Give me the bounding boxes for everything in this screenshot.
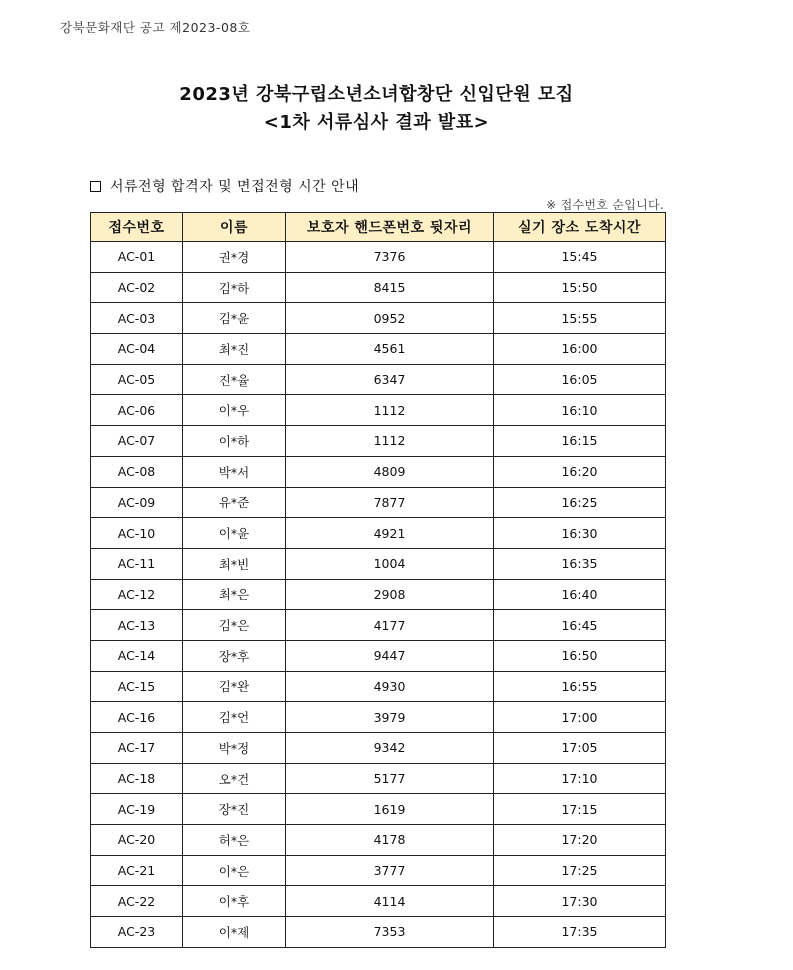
- cell-name: 김*윤: [183, 303, 286, 334]
- header-name: 이름: [183, 213, 286, 242]
- order-note: ※ 접수번호 순입니다.: [546, 198, 664, 212]
- section-heading-row: [90, 176, 359, 196]
- cell-application-number: AC-21: [91, 855, 183, 886]
- cell-name: 박*서: [183, 456, 286, 487]
- table-row: [91, 303, 666, 334]
- cell-phone-last-digits: 9342: [286, 733, 494, 764]
- cell-arrival-time: 17:35: [494, 917, 666, 948]
- cell-application-number: AC-20: [91, 825, 183, 856]
- cell-name: 김*언: [183, 702, 286, 733]
- table-row: [91, 763, 666, 794]
- cell-arrival-time: 17:25: [494, 855, 666, 886]
- table-row: [91, 334, 666, 365]
- table-row: [91, 364, 666, 395]
- cell-arrival-time: 16:40: [494, 579, 666, 610]
- cell-phone-last-digits: 4114: [286, 886, 494, 917]
- cell-arrival-time: 16:55: [494, 671, 666, 702]
- cell-phone-last-digits: 8415: [286, 272, 494, 303]
- cell-name: 권*경: [183, 242, 286, 273]
- cell-name: 유*준: [183, 487, 286, 518]
- cell-name: 이*은: [183, 855, 286, 886]
- cell-application-number: AC-01: [91, 242, 183, 273]
- cell-phone-last-digits: 4178: [286, 825, 494, 856]
- cell-arrival-time: 16:45: [494, 610, 666, 641]
- cell-application-number: AC-23: [91, 917, 183, 948]
- cell-arrival-time: 15:45: [494, 242, 666, 273]
- cell-arrival-time: 16:05: [494, 364, 666, 395]
- cell-phone-last-digits: 4809: [286, 456, 494, 487]
- cell-name: 최*진: [183, 334, 286, 365]
- cell-application-number: AC-09: [91, 487, 183, 518]
- table-row: [91, 518, 666, 549]
- cell-application-number: AC-10: [91, 518, 183, 549]
- cell-application-number: AC-15: [91, 671, 183, 702]
- cell-name: 진*율: [183, 364, 286, 395]
- table-row: [91, 426, 666, 457]
- cell-phone-last-digits: 4177: [286, 610, 494, 641]
- cell-name: 최*은: [183, 579, 286, 610]
- cell-arrival-time: 17:30: [494, 886, 666, 917]
- cell-name: 이*윤: [183, 518, 286, 549]
- cell-phone-last-digits: 1112: [286, 395, 494, 426]
- table-row: [91, 456, 666, 487]
- cell-name: 이*하: [183, 426, 286, 457]
- section-heading: 서류전형 합격자 및 면접전형 시간 안내: [110, 179, 360, 195]
- cell-arrival-time: 16:20: [494, 456, 666, 487]
- table-row: [91, 487, 666, 518]
- cell-application-number: AC-02: [91, 272, 183, 303]
- header-arrival-time: 실기 장소 도착시간: [494, 213, 666, 242]
- cell-application-number: AC-17: [91, 733, 183, 764]
- cell-phone-last-digits: 5177: [286, 763, 494, 794]
- cell-phone-last-digits: 0952: [286, 303, 494, 334]
- table-row: [91, 886, 666, 917]
- cell-application-number: AC-08: [91, 456, 183, 487]
- cell-name: 장*후: [183, 640, 286, 671]
- cell-phone-last-digits: 7353: [286, 917, 494, 948]
- table-row: [91, 733, 666, 764]
- cell-arrival-time: 16:25: [494, 487, 666, 518]
- cell-arrival-time: 17:00: [494, 702, 666, 733]
- cell-arrival-time: 16:30: [494, 518, 666, 549]
- page-title-line2: <1차 서류심사 결과 발표>: [263, 112, 490, 133]
- cell-phone-last-digits: 1004: [286, 548, 494, 579]
- cell-name: 이*우: [183, 395, 286, 426]
- cell-phone-last-digits: 4921: [286, 518, 494, 549]
- cell-arrival-time: 16:35: [494, 548, 666, 579]
- cell-name: 박*정: [183, 733, 286, 764]
- cell-name: 오*건: [183, 763, 286, 794]
- cell-arrival-time: 16:15: [494, 426, 666, 457]
- cell-application-number: AC-11: [91, 548, 183, 579]
- cell-phone-last-digits: 2908: [286, 579, 494, 610]
- header-guardian-phone-last-digits: 보호자 핸드폰번호 뒷자리: [286, 213, 494, 242]
- cell-arrival-time: 15:55: [494, 303, 666, 334]
- table-row: [91, 640, 666, 671]
- cell-application-number: AC-19: [91, 794, 183, 825]
- cell-application-number: AC-12: [91, 579, 183, 610]
- cell-arrival-time: 17:20: [494, 825, 666, 856]
- cell-name: 이*제: [183, 917, 286, 948]
- table-row: [91, 395, 666, 426]
- cell-application-number: AC-05: [91, 364, 183, 395]
- cell-arrival-time: 17:15: [494, 794, 666, 825]
- cell-phone-last-digits: 4930: [286, 671, 494, 702]
- table-row: [91, 579, 666, 610]
- page-title-line1: 2023년 강북구립소년소녀합창단 신입단원 모집: [179, 84, 574, 105]
- cell-application-number: AC-22: [91, 886, 183, 917]
- table-row: [91, 825, 666, 856]
- cell-phone-last-digits: 3777: [286, 855, 494, 886]
- cell-name: 최*빈: [183, 548, 286, 579]
- cell-arrival-time: 16:00: [494, 334, 666, 365]
- table-row: [91, 794, 666, 825]
- checkbox-icon: [90, 181, 101, 192]
- cell-phone-last-digits: 7376: [286, 242, 494, 273]
- cell-application-number: AC-16: [91, 702, 183, 733]
- cell-arrival-time: 16:10: [494, 395, 666, 426]
- results-table: [90, 212, 666, 948]
- table-row: [91, 242, 666, 273]
- cell-name: 허*은: [183, 825, 286, 856]
- header-application-number: 접수번호: [91, 213, 183, 242]
- table-row: [91, 702, 666, 733]
- notice-number: 강북문화재단 공고 제2023-08호: [60, 20, 251, 35]
- cell-phone-last-digits: 4561: [286, 334, 494, 365]
- table-row: [91, 917, 666, 948]
- cell-name: 김*은: [183, 610, 286, 641]
- cell-name: 김*완: [183, 671, 286, 702]
- cell-application-number: AC-06: [91, 395, 183, 426]
- cell-name: 장*진: [183, 794, 286, 825]
- cell-application-number: AC-13: [91, 610, 183, 641]
- cell-application-number: AC-03: [91, 303, 183, 334]
- cell-arrival-time: 17:10: [494, 763, 666, 794]
- cell-phone-last-digits: 9447: [286, 640, 494, 671]
- table-row: [91, 272, 666, 303]
- cell-phone-last-digits: 1112: [286, 426, 494, 457]
- cell-application-number: AC-14: [91, 640, 183, 671]
- cell-phone-last-digits: 7877: [286, 487, 494, 518]
- cell-application-number: AC-04: [91, 334, 183, 365]
- table-row: [91, 671, 666, 702]
- cell-arrival-time: 16:50: [494, 640, 666, 671]
- table-row: [91, 548, 666, 579]
- cell-arrival-time: 15:50: [494, 272, 666, 303]
- cell-phone-last-digits: 6347: [286, 364, 494, 395]
- cell-name: 김*하: [183, 272, 286, 303]
- cell-name: 이*후: [183, 886, 286, 917]
- table-row: [91, 610, 666, 641]
- cell-phone-last-digits: 3979: [286, 702, 494, 733]
- cell-arrival-time: 17:05: [494, 733, 666, 764]
- table-header-row: [91, 213, 666, 242]
- table-row: [91, 855, 666, 886]
- cell-application-number: AC-07: [91, 426, 183, 457]
- cell-application-number: AC-18: [91, 763, 183, 794]
- cell-phone-last-digits: 1619: [286, 794, 494, 825]
